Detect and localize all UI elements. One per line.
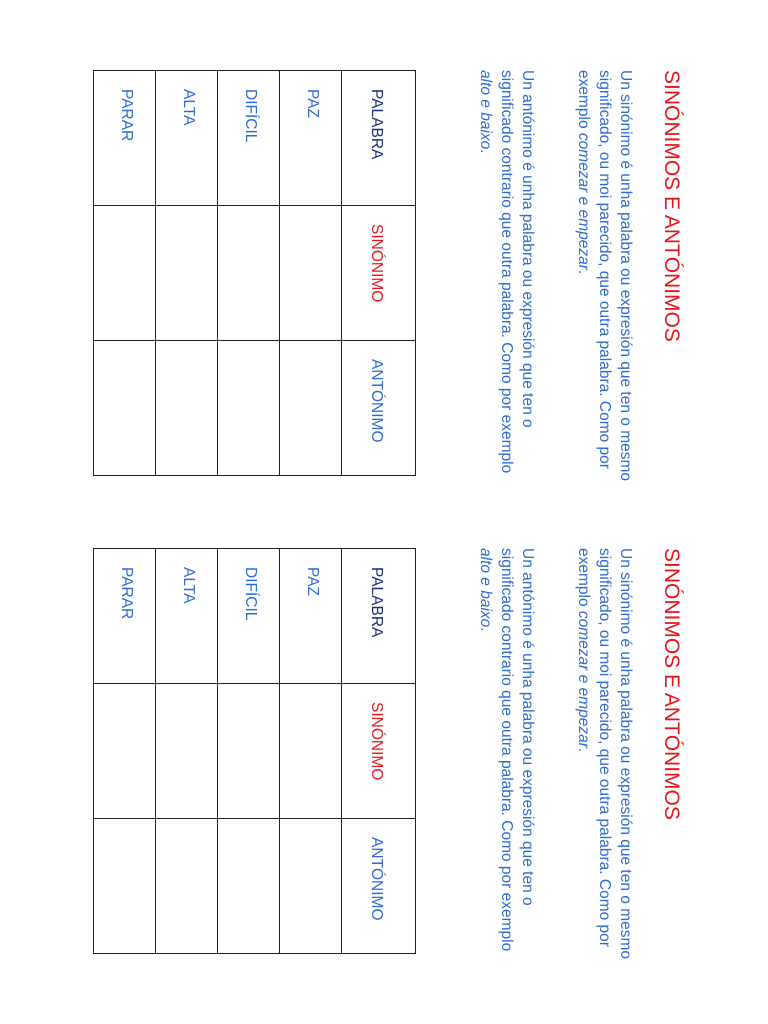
table-header-row — [342, 71, 416, 476]
table-row — [218, 71, 280, 476]
header-antonimo: ANTÓNIMO — [342, 341, 416, 476]
table-row — [94, 71, 156, 476]
antonym-text-end: . — [477, 149, 494, 154]
synonym-example: comezar e empezar — [575, 132, 592, 270]
synonym-definition — [573, 548, 636, 968]
synonym-text: Un sinónimo é unha palabra ou expresión que ten o mesmo significado, ou moi parecido, que outra palabra. Como por exemplo — [575, 70, 634, 482]
antonym-answer-cell[interactable] — [280, 819, 342, 954]
word-cell: PARAR — [94, 549, 156, 684]
antonym-text-end: . — [477, 627, 494, 632]
card-content-2 — [0, 548, 768, 968]
word-table — [93, 548, 416, 954]
antonym-answer-cell[interactable] — [94, 341, 156, 476]
synonym-text: Un sinónimo é unha palabra ou expresión que ten o mesmo significado, ou moi parecido, que outra palabra. Como por exemplo — [575, 548, 634, 960]
table-row — [156, 549, 218, 954]
antonym-answer-cell[interactable] — [156, 341, 218, 476]
card-content — [0, 70, 768, 490]
synonym-answer-cell[interactable] — [218, 684, 280, 819]
card-title: SINÓNIMOS E ANTÓNIMOS — [660, 548, 683, 820]
synonym-text-end: . — [575, 269, 592, 275]
synonym-answer-cell[interactable] — [94, 206, 156, 341]
synonym-definition — [573, 70, 636, 490]
table-header-row — [342, 549, 416, 954]
header-sinonimo: SINÓNIMO — [342, 206, 416, 341]
synonym-text-end: . — [575, 747, 592, 753]
card-title: SINÓNIMOS E ANTÓNIMOS — [660, 70, 683, 342]
antonym-answer-cell[interactable] — [218, 819, 280, 954]
antonym-answer-cell[interactable] — [94, 819, 156, 954]
header-antonimo: ANTÓNIMO — [342, 819, 416, 954]
word-cell: PAZ — [280, 549, 342, 684]
antonym-answer-cell[interactable] — [280, 341, 342, 476]
table-row — [218, 549, 280, 954]
header-palabra: PALABRA — [342, 549, 416, 684]
antonym-definition — [475, 70, 538, 490]
antonym-example: alto e baixo — [477, 548, 494, 628]
word-cell: PAZ — [280, 71, 342, 206]
table-row — [280, 71, 342, 476]
antonym-answer-cell[interactable] — [218, 341, 280, 476]
header-sinonimo: SINÓNIMO — [342, 684, 416, 819]
antonym-text: Un antónimo é unha palabra ou expresión que ten o significado contrario que outra palabra. Como por exemplo — [498, 548, 536, 952]
synonym-answer-cell[interactable] — [218, 206, 280, 341]
header-palabra: PALABRA — [342, 71, 416, 206]
table-row — [94, 549, 156, 954]
antonym-example: alto e baixo — [477, 70, 494, 150]
synonym-answer-cell[interactable] — [280, 684, 342, 819]
synonym-example: comezar e empezar — [575, 610, 592, 748]
word-cell: DIFÍCIL — [218, 549, 280, 684]
word-table — [93, 70, 416, 476]
synonym-answer-cell[interactable] — [280, 206, 342, 341]
word-cell: ALTA — [156, 71, 218, 206]
antonym-answer-cell[interactable] — [156, 819, 218, 954]
antonym-definition — [475, 548, 538, 968]
word-cell: ALTA — [156, 549, 218, 684]
synonym-answer-cell[interactable] — [94, 684, 156, 819]
synonym-answer-cell[interactable] — [156, 684, 218, 819]
table-row — [280, 549, 342, 954]
synonym-answer-cell[interactable] — [156, 206, 218, 341]
word-cell: PARAR — [94, 71, 156, 206]
word-cell: DIFÍCIL — [218, 71, 280, 206]
antonym-text: Un antónimo é unha palabra ou expresión que ten o significado contrario que outra palabra. Como por exemplo — [498, 70, 536, 474]
table-row — [156, 71, 218, 476]
